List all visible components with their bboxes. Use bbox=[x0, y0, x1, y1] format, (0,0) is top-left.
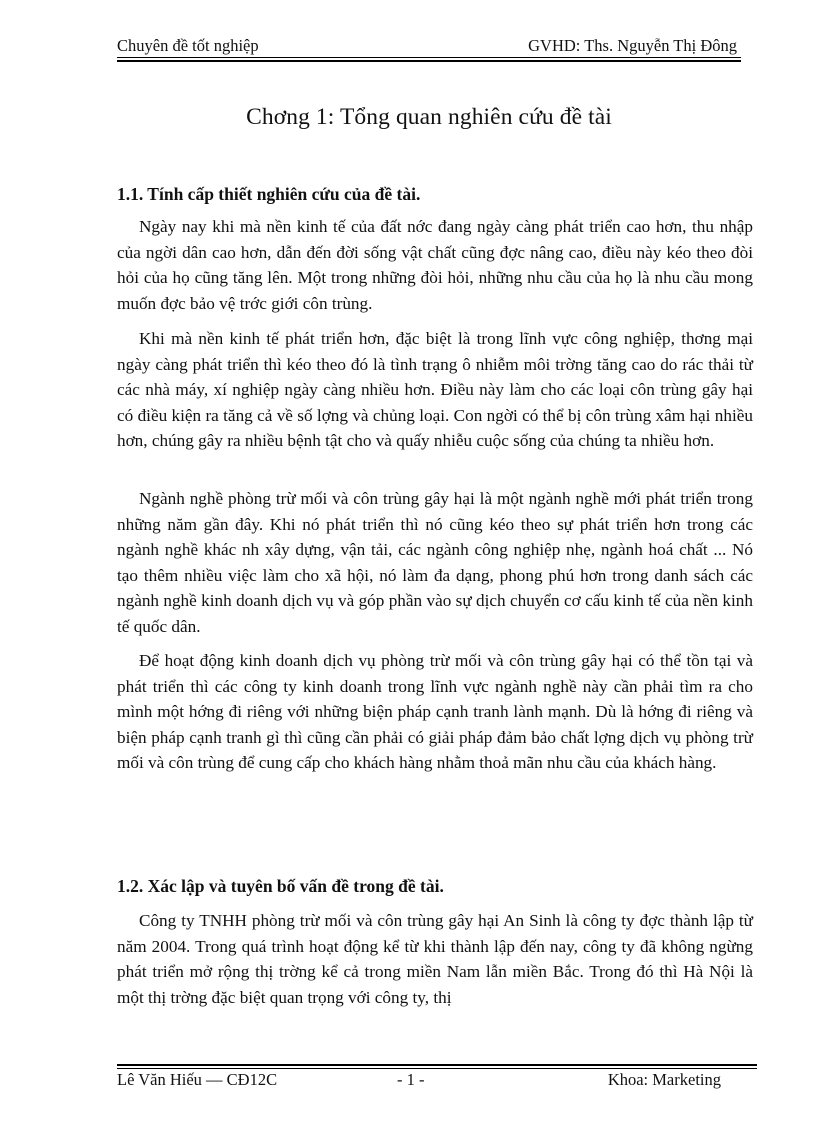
chapter-title: Chơng 1: Tổng quan nghiên cứu đề tài bbox=[246, 104, 612, 130]
header-rule-thick bbox=[117, 60, 741, 62]
header-right-text: GVHD: Ths. Nguyễn Thị Đông bbox=[528, 36, 737, 55]
section-heading-1-1: 1.1. Tính cấp thiết nghiên cứu của đề tài. bbox=[117, 184, 421, 204]
footer-rule-thick bbox=[117, 1064, 757, 1066]
paragraph-1-2-a: Công ty TNHH phòng trừ mối và côn trùng gây hại An Sinh là công ty đợc thành lập từ năm 2004. Trong quá trình hoạt động kể từ khi thành lập đến nay, công ty đã không ngừng phát triển mở rộng thị trờng kể cả trong miền Nam lẫn miền Bắc. Trong đó thì Hà Nội là một thị trờng đặc biệt quan trọng với công ty, thị bbox=[117, 911, 753, 1007]
paragraph-1-1-c: Ngành nghề phòng trừ mối và côn trùng gây hại là một ngành nghề mới phát triển trong những năm gần đây. Khi nó phát triển thì nó cũng kéo theo sự phát triển hơn trong các ngành nghề khác nh xây dựng, vận tải, các ngành công nghiệp nhẹ, ngành hoá chất ... Nó tạo thêm nhiều việc làm cho xã hội, nó làm đa dạng, phong phú hơn trong danh sách các ngành nghề kinh doanh dịch vụ và góp phần vào sự dịch chuyển cơ cấu kinh tế của nền kinh tế quốc dân. bbox=[117, 489, 753, 636]
page-footer bbox=[117, 1064, 757, 1088]
footer-department: Khoa: Marketing bbox=[607, 1070, 721, 1089]
page-header bbox=[117, 36, 741, 60]
paragraph-1-1-d: Để hoạt động kinh doanh dịch vụ phòng trừ mối và côn trùng gây hại có thể tồn tại và phát triển thì các công ty kinh doanh trong lĩnh vực ngành nghề này cần phải tìm ra cho mình một hớng đi riêng với những biện pháp cạnh tranh lành mạnh. Dù là hớng đi riêng và biện pháp cạnh tranh gì thì cũng cần phải có giải pháp đảm bảo chất lợng dịch vụ phòng trừ mối và côn trùng để cung cấp cho khách hàng nhằm thoả mãn nhu cầu của khách hàng. bbox=[117, 651, 753, 773]
header-left-text: Chuyên đề tốt nghiệp bbox=[117, 36, 259, 55]
paragraph-1-1-a: Ngày nay khi mà nền kinh tế của đất nớc đang ngày càng phát triển cao hơn, thu nhập của ngời dân cao hơn, dẫn đến đời sống vật chất cũng đợc nâng cao, điều này kéo theo đòi hỏi của họ cũng tăng lên. Một trong những đòi hỏi, những nhu cầu của họ là nhu cầu mong muốn đợc bảo vệ trớc giới côn trùng. bbox=[117, 217, 753, 313]
footer-page-number: - 1 - bbox=[397, 1070, 425, 1089]
paragraph-1-1-b: Khi mà nền kinh tế phát triển hơn, đặc biệt là trong lĩnh vực công nghiệp, thơng mại ngày càng phát triển thì kéo theo đó là tình trạng ô nhiễm môi trờng tăng cao do rác thải từ các nhà máy, xí nghiệp ngày càng nhiều hơn. Điều này làm cho các loại côn trùng gây hại có điều kiện ra tăng cả về số lợng và chủng loại. Con ngời có thể bị côn trùng xâm hại nhiều hơn, chúng gây ra nhiều bệnh tật cho và quấy nhiễu cuộc sống của chúng ta nhiều hơn. bbox=[117, 329, 753, 451]
footer-rule-thin bbox=[117, 1068, 757, 1069]
header-rule-thin bbox=[117, 57, 741, 58]
section-heading-1-2: 1.2. Xác lập và tuyên bố vấn đề trong đề tài. bbox=[117, 876, 444, 896]
footer-author: Lê Văn Hiếu — CĐ12C bbox=[117, 1070, 278, 1089]
